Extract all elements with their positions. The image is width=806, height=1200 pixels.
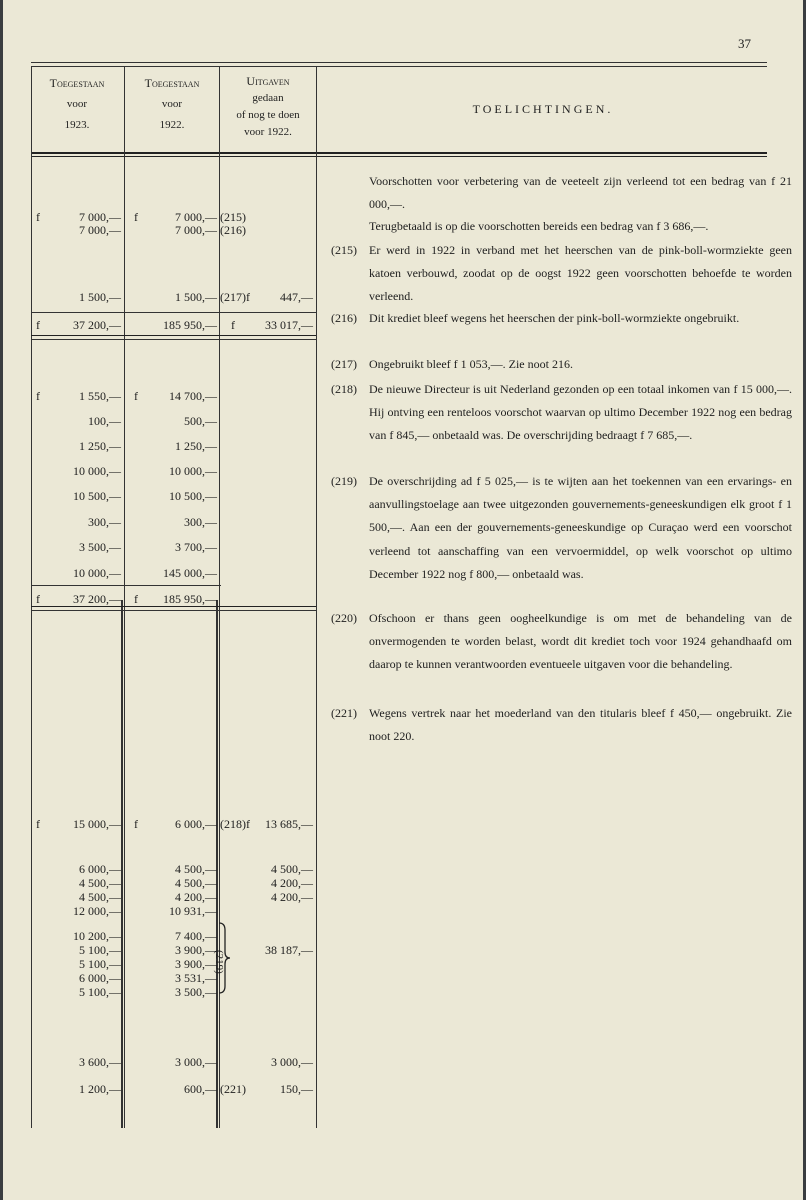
row-218-cur1: f: [36, 817, 40, 831]
group-a-row-2-col3: 4 200,—: [271, 876, 313, 890]
group-a-row-3-col3: 4 200,—: [271, 890, 313, 904]
ref-219-rotated: (219): [213, 950, 225, 974]
col2-header-line3: 1922.: [159, 119, 185, 131]
col3-header: [220, 73, 316, 141]
row-a-col3: 3 000,—: [271, 1055, 313, 1069]
sum-line-2: [31, 585, 221, 586]
note-intro-2: [331, 215, 793, 237]
group-b-row-3-col2: 3 900,—: [175, 957, 217, 971]
header-rule-top-thin: [31, 66, 767, 67]
group-b-row-2-col2: 3 900,—: [175, 943, 217, 957]
row-b-col2: 600,—: [184, 1082, 217, 1096]
group-b-row-2-col1: 5 100,—: [79, 943, 121, 957]
row-1-ref: (215): [220, 210, 246, 224]
col1-header-line1: Toegestaan: [49, 76, 105, 90]
block-row-1-cur2: f: [134, 389, 138, 403]
block-row-4-col1: 10 000,—: [73, 464, 121, 478]
col2-header-line1: Toegestaan: [144, 76, 200, 90]
col-line-1: [124, 66, 125, 1128]
col-line-3: [316, 66, 317, 1128]
block-row-6-col1: 300,—: [88, 515, 121, 529]
col-line-1-double: [121, 600, 123, 1128]
row-218-col2: 6 000,—: [175, 817, 217, 831]
group-b-total: 38 187,—: [265, 943, 313, 957]
block-row-3-col1: 1 250,—: [79, 439, 121, 453]
block-row-3-col2: 1 250,—: [175, 439, 217, 453]
note-text: Ofschoon er thans geen oogheelkundige is om met de behandeling van de onvermogenden te worden belast, wordt dit krediet toch voor 1924 gehandhaafd om daarop te kunnen verantwoorden eventueele uitgaven voor die behandeling.: [369, 611, 792, 672]
note-text: De overschrijding ad f 5 025,— is te wijten aan het toekennen van een ervarings- en aanvullingstoelage aan twee uitgezonden gouvernements-geneeskundigen elk groot f 1 500,—. Aan een der gouvernements-geneeskundige op Curaçao werd een voorschot verleend tot aanschaffing van een vervoermiddel, op welk voorschot op ultimo December 1922 nog f 800,— onbetaald was.: [369, 474, 792, 581]
total-rule-1a: [31, 335, 316, 336]
note-number: (221): [331, 706, 357, 720]
col3-header-line3: of nog te doen: [236, 109, 300, 121]
note-text: Wegens vertrek naar het moederland van den titularis bleef f 450,— ongebruikt. Zie noot 220.: [369, 706, 792, 744]
total-2-col2: 185 950,—: [163, 592, 217, 606]
note-number: (220): [331, 611, 357, 625]
row-218-col1: 15 000,—: [73, 817, 121, 831]
note-number: (218): [331, 382, 357, 396]
total-1-col3: 33 017,—: [265, 318, 313, 332]
row-1-cur2: f: [134, 210, 138, 224]
row-b-col1: 1 200,—: [79, 1082, 121, 1096]
group-a-row-3-col2: 4 200,—: [175, 890, 217, 904]
row-2-col2: 7 000,—: [175, 223, 217, 237]
block-row-5-col2: 10 500,—: [169, 489, 217, 503]
block-row-1-col2: 14 700,—: [169, 389, 217, 403]
note-number: (215): [331, 243, 357, 257]
note-215: [331, 239, 793, 307]
block-row-7-col2: 3 700,—: [175, 540, 217, 554]
row-a-col2: 3 000,—: [175, 1055, 217, 1069]
header-rule-top: [31, 62, 767, 63]
header-rule-bottom-thin: [31, 156, 767, 157]
block-row-1-col1: 1 550,—: [79, 389, 121, 403]
toelichtingen-heading: TOELICHTINGEN.: [472, 102, 614, 116]
block-row-1-cur1: f: [36, 389, 40, 403]
note-text: Er werd in 1922 in verband met het heerschen van de pink-boll-wormziekte geen katoen verbouwd, zoodat op de oogst 1922 geen voorschotten behoefde te worden verleend.: [369, 243, 792, 304]
note-number: (216): [331, 311, 357, 325]
group-a-row-1-col3: 4 500,—: [271, 862, 313, 876]
group-b-row-3-col1: 5 100,—: [79, 957, 121, 971]
row-b-ref: (221): [220, 1082, 246, 1096]
note-number: (217): [331, 357, 357, 371]
row-218-cur2: f: [134, 817, 138, 831]
col3-header-line1: Uitgaven: [246, 74, 290, 88]
block-row-8-col1: 10 000,—: [73, 566, 121, 580]
total-2-cur2: f: [134, 592, 138, 606]
row-1-col1: 7 000,—: [79, 210, 121, 224]
group-a-row-4-col2: 10 931,—: [169, 904, 217, 918]
block-row-6-col2: 300,—: [184, 515, 217, 529]
col3-header-line2: gedaan: [252, 92, 284, 104]
row-3-col1: 1 500,—: [79, 290, 121, 304]
block-row-7-col1: 3 500,—: [79, 540, 121, 554]
document-page: [3, 0, 803, 1200]
total-2-cur1: f: [36, 592, 40, 606]
note-217: [331, 353, 793, 375]
total-1-col2: 185 950,—: [163, 318, 217, 332]
row-2-col1: 7 000,—: [79, 223, 121, 237]
note-216: [331, 307, 793, 353]
col1-header-line3: 1923.: [64, 119, 90, 131]
row-1-col2: 7 000,—: [175, 210, 217, 224]
total-2-col1: 37 200,—: [73, 592, 121, 606]
block-row-4-col2: 10 000,—: [169, 464, 217, 478]
group-b-row-1-col1: 10 200,—: [73, 929, 121, 943]
row-3-ref: (217)f: [220, 290, 250, 304]
block-row-5-col1: 10 500,—: [73, 489, 121, 503]
col1-header: [31, 73, 123, 136]
group-a-row-4-col1: 12 000,—: [73, 904, 121, 918]
col2-header-line2: voor: [161, 98, 183, 110]
col1-header-line2: voor: [66, 98, 88, 110]
group-b-row-5-col2: 3 500,—: [175, 985, 217, 999]
row-1-cur1: f: [36, 210, 40, 224]
block-row-2-col2: 500,—: [184, 414, 217, 428]
group-b-row-4-col2: 3 531,—: [175, 971, 217, 985]
col3-header-line4: voor 1922.: [244, 126, 292, 138]
note-text: Ongebruikt bleef f 1 053,—. Zie noot 216.: [369, 357, 573, 371]
group-a-row-2-col2: 4 500,—: [175, 876, 217, 890]
note-219: [331, 470, 793, 608]
total-rule-2b: [31, 610, 316, 611]
note-218: [331, 378, 793, 470]
group-a-row-1-col2: 4 500,—: [175, 862, 217, 876]
group-b-row-5-col1: 5 100,—: [79, 985, 121, 999]
group-a-row-1-col1: 6 000,—: [79, 862, 121, 876]
note-220: [331, 607, 793, 699]
note-text: De nieuwe Directeur is uit Nederland gezonden op een totaal inkomen van f 15 000,—. Hij ontving een renteloos voorschot waarvan op ultimo December 1922 nog een bedrag van f 845,— onbetaald was. De overschrijding bedraagt f 7 685,—.: [369, 382, 792, 443]
row-3-col3: 447,—: [280, 290, 313, 304]
block-row-8-col2: 145 000,—: [163, 566, 217, 580]
row-218-col3: 13 685,—: [265, 817, 313, 831]
page-number: 37: [738, 36, 751, 51]
note-text: Voorschotten voor verbetering van de veeteelt zijn verleend tot een bedrag van f 21 000,—.: [369, 174, 792, 212]
note-text: Dit krediet bleef wegens het heerschen der pink-boll-wormziekte ongebruikt.: [369, 311, 740, 325]
note-number: (219): [331, 474, 357, 488]
group-b-row-4-col1: 6 000,—: [79, 971, 121, 985]
total-1-cur1: f: [36, 318, 40, 332]
sum-line-1: [31, 312, 316, 313]
group-a-row-2-col1: 4 500,—: [79, 876, 121, 890]
note-221: [331, 702, 793, 748]
row-2-ref: (216): [220, 223, 246, 237]
total-1-col1: 37 200,—: [73, 318, 121, 332]
header-rule-bottom: [31, 152, 767, 154]
row-218-ref: (218)f: [220, 817, 250, 831]
block-row-2-col1: 100,—: [88, 414, 121, 428]
note-intro-1: [331, 170, 793, 216]
row-b-col3: 150,—: [280, 1082, 313, 1096]
group-b-row-1-col2: 7 400,—: [175, 929, 217, 943]
note-text: Terugbetaald is op die voorschotten bereids een bedrag van f 3 686,—.: [369, 219, 709, 233]
col2-header: [125, 73, 219, 136]
total-1-cur3: f: [231, 318, 235, 332]
group-a-row-3-col1: 4 500,—: [79, 890, 121, 904]
row-a-col1: 3 600,—: [79, 1055, 121, 1069]
row-3-col2: 1 500,—: [175, 290, 217, 304]
total-rule-1b: [31, 339, 316, 340]
col-line-left: [31, 66, 32, 1128]
